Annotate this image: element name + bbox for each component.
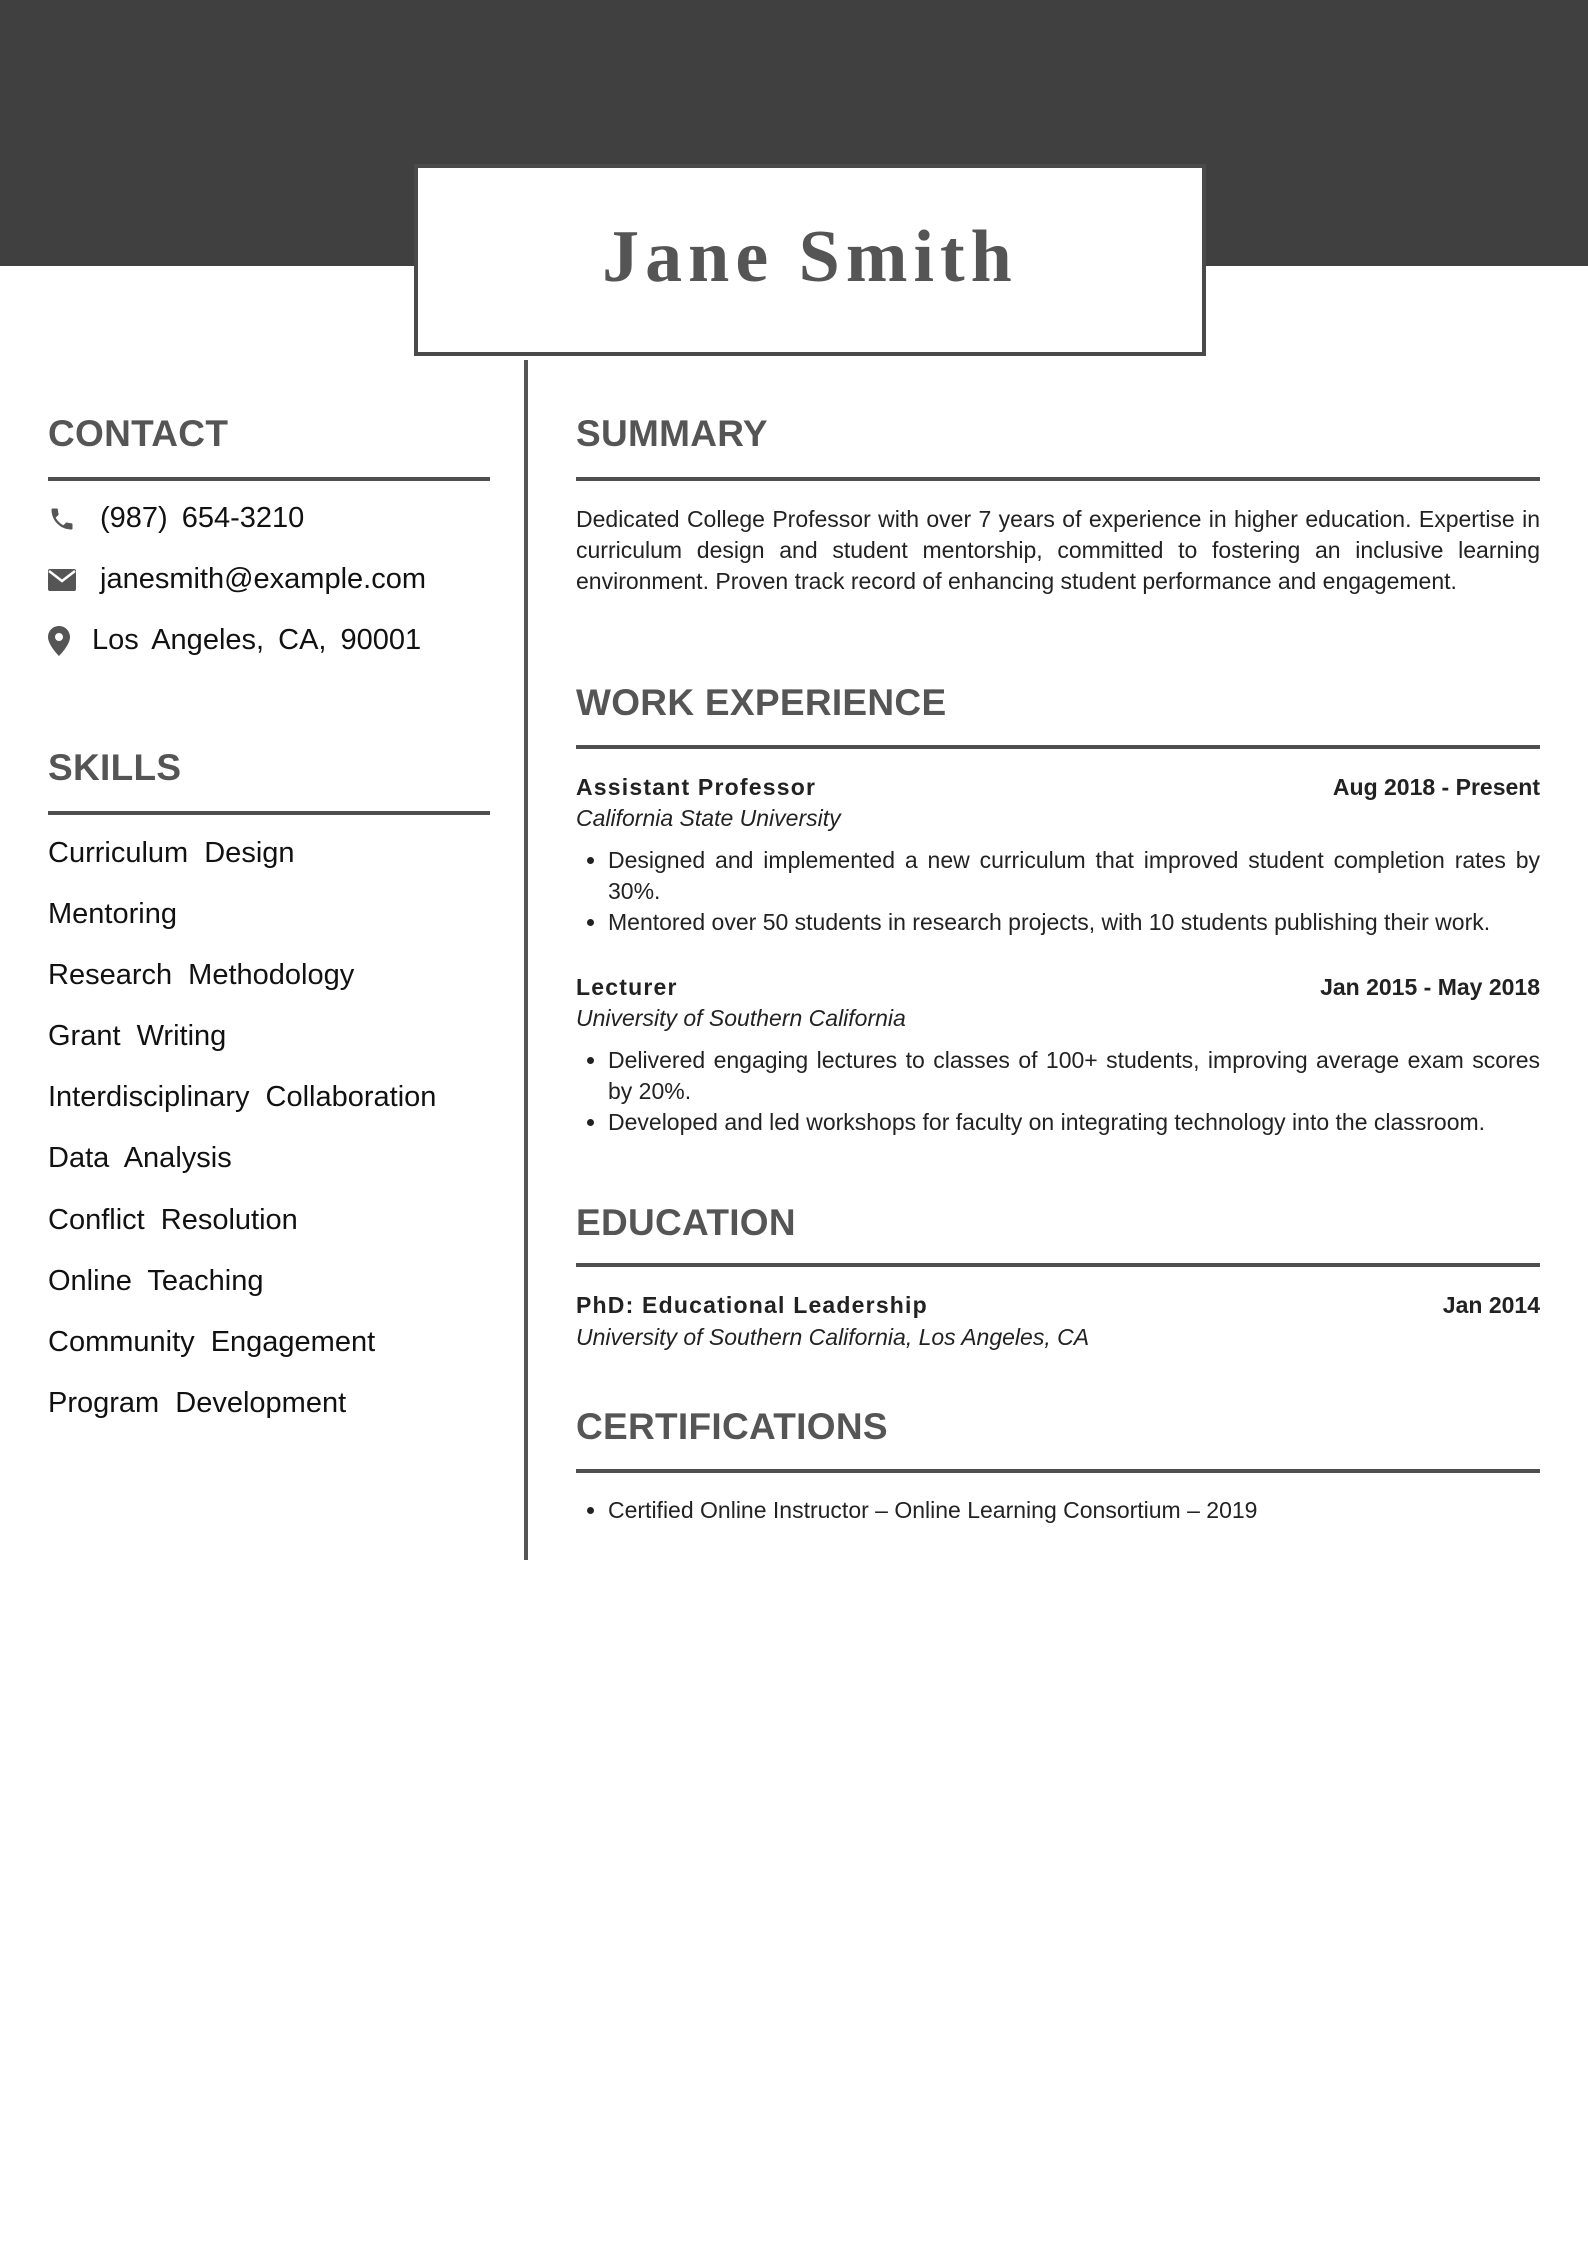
skills-rule bbox=[48, 811, 490, 815]
list-item: • Certified Online Instructor – Online Learning Consortium – 2019 bbox=[608, 1495, 1540, 1526]
phone-icon bbox=[48, 504, 78, 534]
location-text: Los Angeles, CA, 90001 bbox=[92, 624, 422, 656]
email-address: janesmith@example.com bbox=[100, 563, 427, 595]
list-item: • Delivered engaging lectures to classes of 100+ students, improving average exam scores by 20%. bbox=[608, 1045, 1540, 1107]
school-name: University of Southern California, Los Angeles, CA bbox=[576, 1324, 1090, 1350]
column-divider bbox=[524, 360, 528, 1560]
skill-item: Community Engagement bbox=[48, 1326, 376, 1358]
skill-item: Data Analysis bbox=[48, 1142, 232, 1174]
job-dates: Aug 2018 - Present bbox=[1332, 774, 1540, 800]
contact-email bbox=[48, 563, 426, 596]
job-organization: California State University bbox=[576, 805, 841, 831]
skills-heading: SKILLS bbox=[48, 747, 182, 788]
job-organization: University of Southern California bbox=[576, 1005, 906, 1031]
certifications-heading: CERTIFICATIONS bbox=[576, 1406, 888, 1447]
skill-item: Interdisciplinary Collaboration bbox=[48, 1081, 437, 1113]
education-rule bbox=[576, 1263, 1540, 1267]
list-item: • Designed and implemented a new curriculum that improved student completion rates by 30%. bbox=[608, 845, 1540, 907]
job-title: Lecturer bbox=[576, 974, 678, 1000]
job-bullets bbox=[576, 845, 1540, 938]
job-header bbox=[576, 774, 1540, 801]
certifications-rule bbox=[576, 1469, 1540, 1473]
skill-item: Research Methodology bbox=[48, 959, 355, 991]
contact-heading: CONTACT bbox=[48, 413, 229, 454]
skill-item: Conflict Resolution bbox=[48, 1204, 298, 1236]
phone-number: (987) 654-3210 bbox=[100, 502, 305, 534]
summary-text: Dedicated College Professor with over 7 years of experience in higher education. Expertise in curriculum design and student mentorship, committed to fostering an inclusive learning environment. Proven track record of enhancing student performance and engagement. bbox=[576, 506, 1540, 594]
job-header bbox=[576, 974, 1540, 1001]
experience-heading: WORK EXPERIENCE bbox=[576, 682, 947, 723]
skill-item: Mentoring bbox=[48, 898, 177, 930]
job-bullets bbox=[576, 1045, 1540, 1138]
envelope-icon bbox=[48, 565, 78, 595]
job-dates: Jan 2015 - May 2018 bbox=[1320, 974, 1540, 1000]
list-item: • Mentored over 50 students in research projects, with 10 students publishing their work. bbox=[608, 907, 1540, 938]
contact-rule bbox=[48, 477, 490, 481]
summary-heading: SUMMARY bbox=[576, 413, 768, 454]
skill-item: Curriculum Design bbox=[48, 837, 295, 869]
degree-date: Jan 2014 bbox=[1442, 1292, 1540, 1318]
contact-phone bbox=[48, 502, 304, 535]
skill-item: Grant Writing bbox=[48, 1020, 227, 1052]
experience-rule bbox=[576, 745, 1540, 749]
candidate-name: Jane Smith bbox=[602, 215, 1018, 298]
education-heading: EDUCATION bbox=[576, 1202, 796, 1243]
certification-list bbox=[576, 1495, 1540, 1526]
skill-item: Online Teaching bbox=[48, 1265, 264, 1297]
skill-item: Program Development bbox=[48, 1387, 347, 1419]
name-box bbox=[414, 164, 1206, 356]
map-pin-icon bbox=[48, 626, 78, 656]
job-title: Assistant Professor bbox=[576, 774, 817, 800]
summary-rule bbox=[576, 477, 1540, 481]
contact-location bbox=[48, 624, 421, 657]
education-header bbox=[576, 1292, 1540, 1319]
degree-title: PhD: Educational Leadership bbox=[576, 1292, 928, 1318]
list-item: • Developed and led workshops for faculty on integrating technology into the classroom. bbox=[608, 1107, 1540, 1138]
